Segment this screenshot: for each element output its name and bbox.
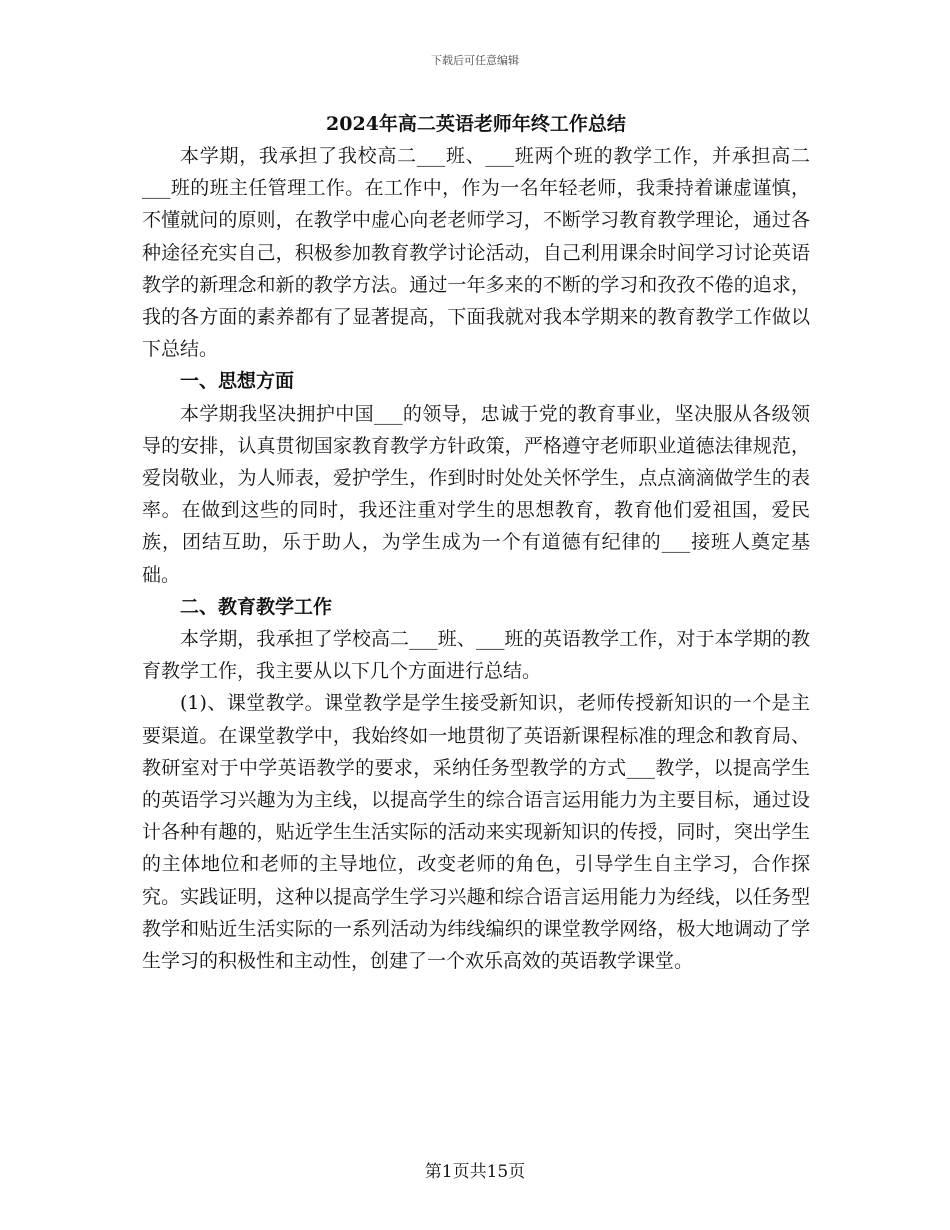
- intro-paragraph: 本学期，我承担了我校高二___班、___班两个班的教学工作，并承担高二___班的班主任管理工作。在工作中，作为一名年轻老师，我秉持着谦虚谨慎，不懂就问的原则，在教学中虚心向老老师学习，不断学习教育教学理论，通过各种途径充实自己，积极参加教育教学讨论活动，自己利用课余时间学习讨论英语教学的新理念和新的教学方法。通过一年多来的不断的学习和孜孜不倦的追求，我的各方面的素养都有了显著提高，下面我就对我本学期来的教育教学工作做以下总结。: [142, 145, 810, 361]
- document-body: [142, 108, 810, 977]
- section-heading-thought: 一、思想方面: [180, 370, 295, 393]
- section-heading-teaching: 二、教育教学工作: [180, 595, 333, 618]
- page-footer: 第1页共15页: [424, 1162, 526, 1182]
- document-title: 2024年高二英语老师年终工作总结: [326, 113, 626, 135]
- header-note: 下载后可任意编辑: [431, 54, 519, 67]
- classroom-teaching-paragraph: (1)、课堂教学。课堂教学是学生接受新知识，老师传授新知识的一个是主要渠道。在课堂教学中，我始终如一地贯彻了英语新课程标准的理念和教育局、教研室对于中学英语教学的要求，采纳任务型教学的方式___教学，以提高学生的英语学习兴趣为为主线，以提高学生的综合语言运用能力为主要目标，通过设计各种有趣的，贴近学生生活实际的活动来实现新知识的传授，同时，突出学生的主体地位和老师的主导地位，改变老师的角色，引导学生自主学习，合作探究。实践证明，这种以提高学生学习兴趣和综合语言运用能力为经线，以任务型教学和贴近生活实际的一系列活动为纬线编织的课堂教学网络，极大地调动了学生学习的积极性和主动性，创建了一个欢乐高效的英语教学课堂。: [142, 692, 810, 973]
- teaching-paragraph: 本学期，我承担了学校高二___班、___班的英语教学工作，对于本学期的教育教学工作，我主要从以下几个方面进行总结。: [142, 628, 810, 683]
- thought-paragraph: 本学期我坚决拥护中国___的领导，忠诚于党的教育事业，坚决服从各级领导的安排，认真贯彻国家教育教学方针政策，严格遵守老师职业道德法律规范，爱岗敬业，为人师表，爱护学生，作到时时处处关怀学生，点点滴滴做学生的表率。在做到这些的同时，我还注重对学生的思想教育，教育他们爱祖国，爱民族，团结互助，乐于助人，为学生成为一个有道德有纪律的___接班人奠定基础。: [142, 402, 810, 586]
